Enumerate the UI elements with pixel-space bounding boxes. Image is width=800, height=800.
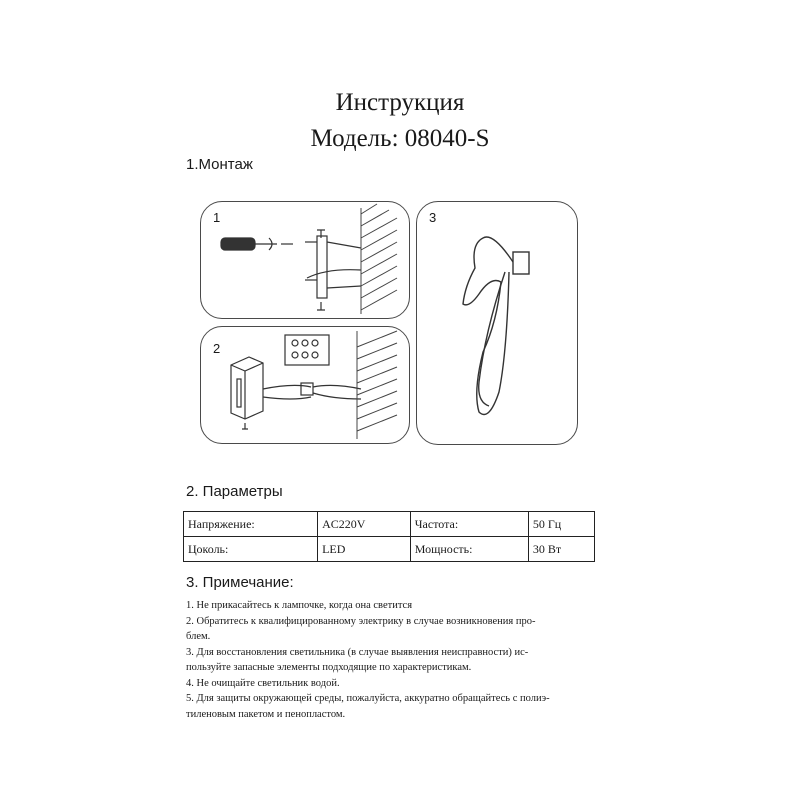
diagram-panel-2 bbox=[200, 326, 410, 444]
parameters-table bbox=[183, 511, 595, 562]
power-label: Мощность: bbox=[410, 537, 528, 562]
terminal-block-icon bbox=[201, 327, 409, 443]
voltage-label: Напряжение: bbox=[184, 512, 318, 537]
note-line: тиленовым пакетом и пенопластом. bbox=[186, 708, 346, 720]
table-row bbox=[184, 512, 595, 537]
note-line: блем. bbox=[186, 631, 211, 642]
pendant-lamp-icon bbox=[417, 202, 577, 444]
panel-3-number: 3 bbox=[429, 210, 437, 225]
diagram-panel-3 bbox=[416, 201, 578, 445]
screwdriver-icon bbox=[201, 202, 409, 318]
socket-value: LED bbox=[318, 537, 411, 562]
panel-2-number: 2 bbox=[213, 341, 221, 356]
section-parameters-title: 2. Параметры bbox=[186, 483, 283, 500]
notes-list bbox=[186, 598, 606, 722]
note-line: 4. Не очищайте светильник водой. bbox=[186, 677, 340, 689]
panel-1-number: 1 bbox=[213, 210, 221, 225]
frequency-value: 50 Гц bbox=[528, 512, 594, 537]
power-value: 30 Вт bbox=[528, 537, 594, 562]
frequency-label: Частота: bbox=[410, 512, 528, 537]
note-line: 3. Для восстановления светильника (в случае выявления неисправности) ис- bbox=[186, 646, 529, 658]
voltage-value: AC220V bbox=[318, 512, 411, 537]
section-mounting-title: 1.Монтаж bbox=[186, 156, 253, 173]
note-line: 2. Обратитесь к квалифицированному электрику в случае возникновения про- bbox=[186, 615, 536, 627]
model-title: Модель: 08040-S bbox=[310, 125, 490, 152]
note-line: пользуйте запасные элементы подходящие по характеристикам. bbox=[186, 662, 472, 673]
diagram-panel-1 bbox=[200, 201, 410, 319]
socket-label: Цоколь: bbox=[184, 537, 318, 562]
document-title: Инструкция bbox=[335, 89, 465, 116]
note-line: 5. Для защиты окружающей среды, пожалуйста, аккуратно обращайтесь с полиэ- bbox=[186, 693, 550, 704]
section-notes-title: 3. Примечание: bbox=[186, 574, 294, 591]
note-line: 1. Не прикасайтесь к лампочке, когда она светится bbox=[186, 600, 413, 611]
table-row bbox=[184, 537, 595, 562]
